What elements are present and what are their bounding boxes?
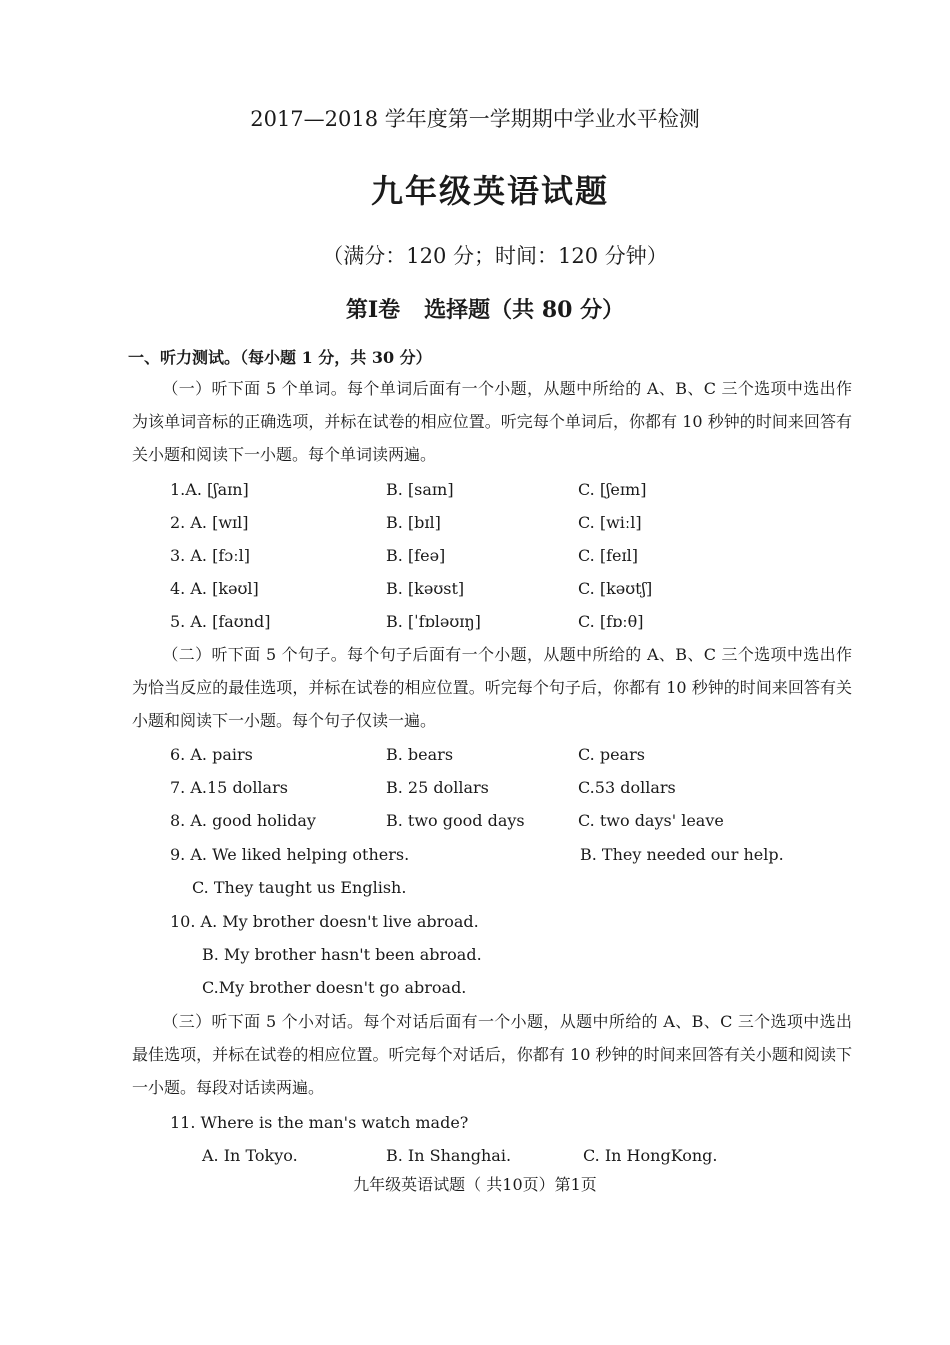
- q5-option-b: B. [ˈfɒləʊɪŋ]: [386, 612, 481, 631]
- exam-header: 2017—2018 学年度第一学期期中学业水平检测: [250, 107, 700, 131]
- q4-option-b: B. [kəʊst]: [386, 579, 465, 598]
- q2-option-c: C. [wiːl]: [578, 513, 642, 532]
- q7-option-c: C.53 dollars: [578, 778, 676, 797]
- q3-option-b: B. [feə]: [386, 546, 446, 565]
- volume-name: 选择题（共 80 分）: [424, 297, 625, 323]
- q9-option-c: C. They taught us English.: [192, 878, 407, 897]
- part2-instructions-text: （二）听下面 5 个句子。每个句子后面有一个小题，从题中所给的 A、B、C 三个选项中选出作为恰当反应的最佳选项，并标在试卷的相应位置。听完每个句子后，你都有 10 秒钟的时间来回答有关小题和阅读下一小题。每个句子仅读一遍。: [132, 645, 852, 730]
- q10-option-b: B. My brother hasn't been abroad.: [202, 945, 482, 964]
- q11-option-c: C. In HongKong.: [583, 1146, 718, 1165]
- page-footer: 九年级英语试题（ 共10页）第1页: [353, 1175, 597, 1194]
- q8-option-a: 8. A. good holiday: [170, 811, 316, 830]
- q7-option-b: B. 25 dollars: [386, 778, 489, 797]
- q9-option-a: 9. A. We liked helping others.: [170, 845, 410, 864]
- exam-title: 九年级英语试题: [370, 172, 609, 210]
- q8-option-c: C. two days' leave: [578, 811, 724, 830]
- q2-option-a: 2. A. [wɪl]: [170, 513, 249, 532]
- q1-option-c: C. [ʃeɪm]: [578, 480, 647, 499]
- q3-option-a: 3. A. [fɔːl]: [170, 546, 250, 565]
- q2-option-b: B. [bɪl]: [386, 513, 441, 532]
- q4-option-a: 4. A. [kəʊl]: [170, 579, 259, 598]
- q4-option-c: C. [kəʊtʃ]: [578, 579, 653, 598]
- part3-instructions: [132, 1005, 852, 1104]
- part3-instructions-text: （三）听下面 5 个小对话。每个对话后面有一个小题，从题中所给的 A、B、C 三个选项中选出最佳选项，并标在试卷的相应位置。听完每个对话后，你都有 10 秒钟的时间来回答有关小题和阅读下一小题。每段对话读两遍。: [132, 1012, 852, 1097]
- q3-option-c: C. [feɪl]: [578, 546, 638, 565]
- q8-option-b: B. two good days: [386, 811, 525, 830]
- q11-option-b: B. In Shanghai.: [386, 1146, 512, 1165]
- q7-option-a: 7. A.15 dollars: [170, 778, 288, 797]
- q9-option-b: B. They needed our help.: [580, 845, 784, 864]
- q6-option-a: 6. A. pairs: [170, 745, 253, 764]
- q5-option-a: 5. A. [faʊnd]: [170, 612, 271, 631]
- q10-option-a: 10. A. My brother doesn't live abroad.: [170, 912, 479, 931]
- section1-title: 一、听力测试。（每小题 1 分，共 30 分）: [128, 348, 432, 367]
- q6-option-b: B. bears: [386, 745, 454, 764]
- volume-heading: [0, 293, 950, 324]
- part1-instructions: [132, 372, 852, 471]
- q5-option-c: C. [fɒːθ]: [578, 612, 644, 631]
- part2-instructions: [132, 638, 852, 737]
- exam-subtitle: （满分：120 分；时间：120 分钟）: [322, 244, 668, 268]
- volume-label: 第Ⅰ卷: [345, 297, 401, 323]
- q6-option-c: C. pears: [578, 745, 645, 764]
- q1-option-b: B. [saɪn]: [386, 480, 454, 499]
- part1-instructions-text: （一）听下面 5 个单词。每个单词后面有一个小题，从题中所给的 A、B、C 三个选项中选出作为该单词音标的正确选项，并标在试卷的相应位置。听完每个单词后，你都有 10 秒钟的时间来回答有关小题和阅读下一小题。每个单词读两遍。: [132, 379, 852, 464]
- q1-option-a: 1.A. [ʃaɪn]: [170, 480, 249, 499]
- q11-stem: 11. Where is the man's watch made?: [170, 1113, 469, 1132]
- q10-option-c: C.My brother doesn't go abroad.: [202, 978, 467, 997]
- q11-option-a: A. In Tokyo.: [202, 1146, 298, 1165]
